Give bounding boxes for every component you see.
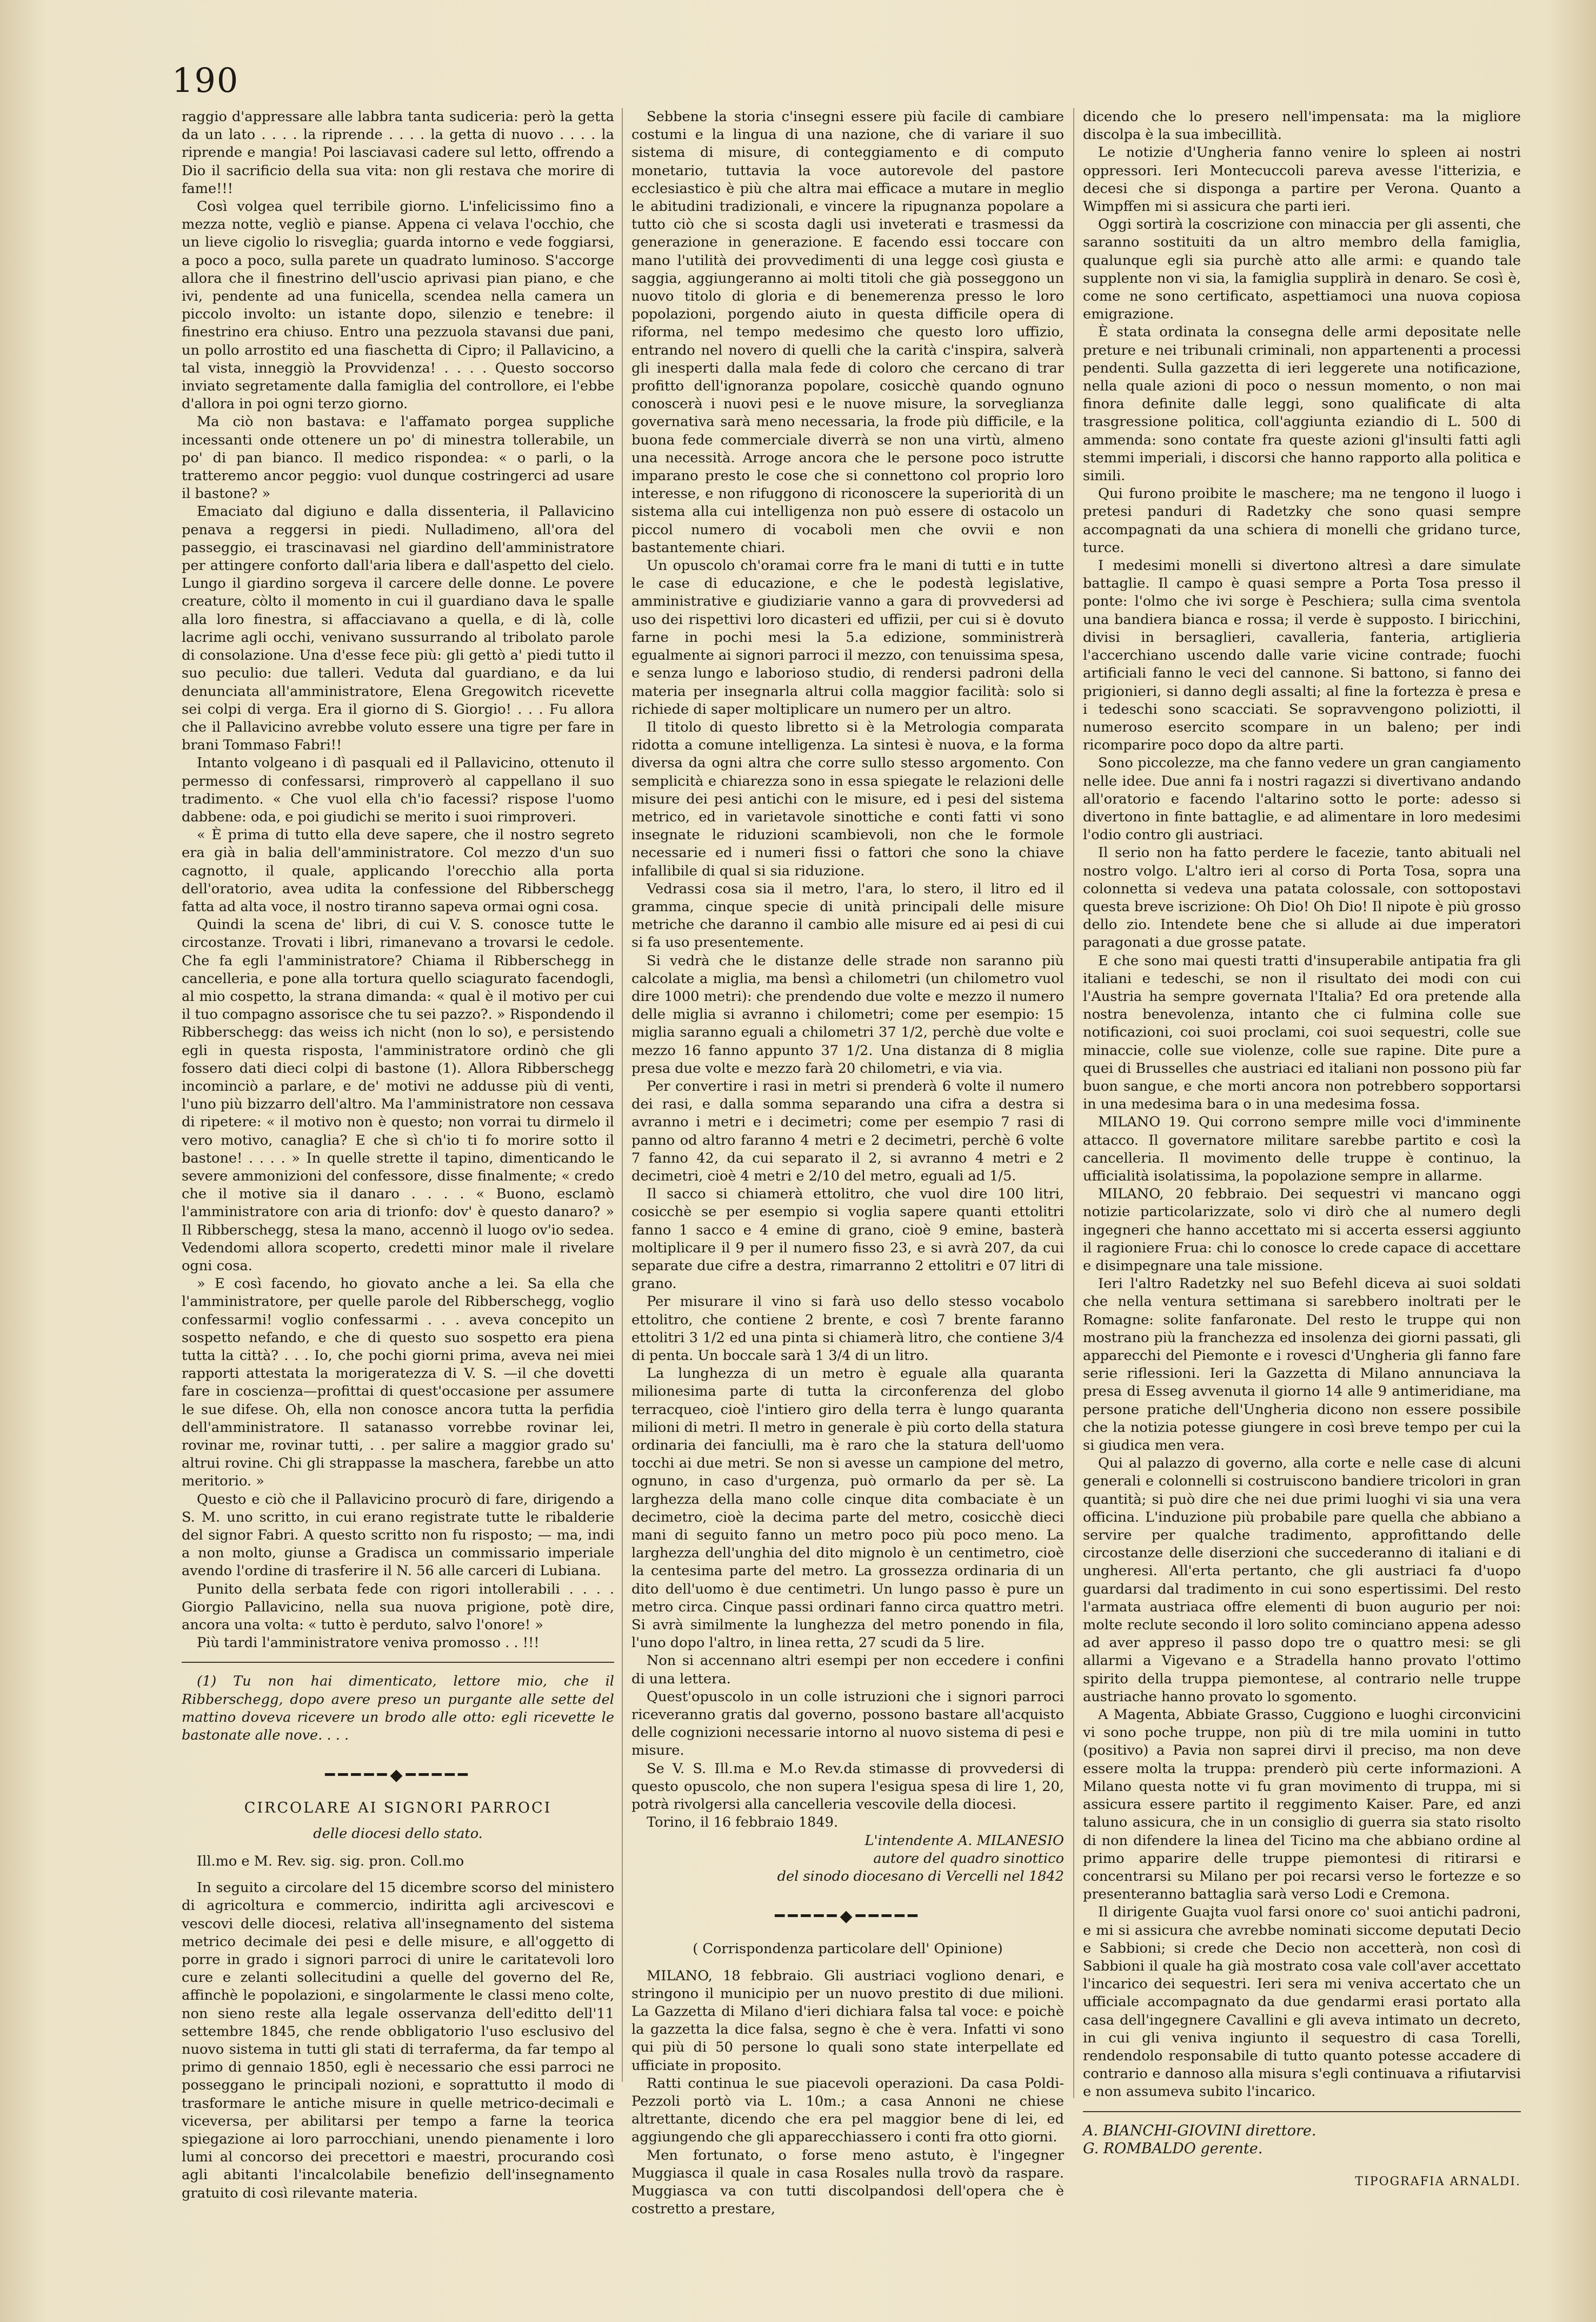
director-signature: A. BIANCHI-GIOVINI direttore. (1083, 2122, 1316, 2139)
circolare-subtitle: delle diocesi dello stato. (313, 1825, 483, 1842)
column-1 (182, 108, 614, 2202)
col1-paragraph: « È prima di tutto ella deve sapere, che il nostro segreto era già in balia dell'amministratore. Col mezzo d'un suo cagnotto, il quale, applicando l'orecchio alla porta dell'oratorio, avea udita la confessione del Ribberschegg fatta ad alta voce, il nostro tiranno sapeva ormai ogni cosa. (182, 827, 614, 915)
circolare-salutation: Ill.mo e M. Rev. sig. sig. pron. Coll.mo (197, 1853, 464, 1869)
col2-paragraph: Si vedrà che le distanze delle strade non saranno più calcolate a miglia, ma bensì a chilometri (un chilometro vuol dire 1000 metri): che prendendo due volte e mezzo il numero delle miglia si avranno i chilometri; come per esempio: 15 miglia saranno eguali a chilometri 37 1/2, perchè due volte e mezzo 16 fanno appunto 37 1/2. Una distanza di 8 miglia presa due volte e mezzo farà 20 chilometri, e via via. (631, 952, 1064, 1077)
col3-paragraph: A Magenta, Abbiate Grasso, Cuggiono e luoghi circonvicini vi sono poche truppe, non più di tre mila uomini in tutto (positivo) a Pavia non saprei dirvi il preciso, ma non deve essere molta la truppa: prenderò più certe informazioni. A Milano questa notte vi fu gran movimento di truppa, mi si assicura essere partito il reggimento Kaiser. Pare, ed anzi taluno assicura, che in un consiglio di guerra sia stato risolto di non difendere la linea del Ticino ma che abbiano ordine al primo apparire delle truppe piemontesi di ritirarsi e concentrarsi su Milano per poi recarsi verso le fortezze e so presenteranno battaglia sarà verso Lodi e Cremona. (1083, 1707, 1521, 1903)
milano-paragraph: MILANO, 18 febbraio. Gli austriaci vogliono denari, e stringono il municipio per un nuovo prestito di due milioni. La Gazzetta di Milano d'ieri dichiara falsa tal voce: e poichè la gazzetta la dice falsa, segno è che è vera. Infatti vi sono qui più di 50 persone lo quali sono state interpellate ed ufficiate in proposito. (631, 1967, 1064, 2074)
col2-paragraph: Se V. S. Ill.ma e M.o Rev.da stimasse di provvedersi di questo opuscolo, che non supera l'esigua spesa di lire 1, 20, potrà rivolgersi alla cancelleria vescovile della diocesi. (631, 1760, 1064, 1813)
footnote-rule (182, 1662, 614, 1663)
circolare-body: In seguito a circolare del 15 dicembre scorso del ministero di agricoltura e commercio, indiritta agli arcivescovi e vescovi delle diocesi, relativa all'insegnamento del sistema metrico decimale dei pesi e delle misure, e all'oggetto di porre in grado i signori parroci di unire le caritatevoli loro cure e zelanti sollecitudini a quelle del governo del Re, affinchè le popolazioni, e singolarmente le classi meno colte, non sieno reste alla legale osservanza dell'editto dell'11 settembre 1845, che rende obbligatorio l'uso esclusivo del nuovo sistema in tutti gli stati di terraferma, da far tempo al primo di gennaio 1850, egli è necessario che essi parroci ne posseggano le principali nozioni, e soprattutto il modo di trasformare le antiche misure in quelle metrico-decimali e viceversa, per abilitarsi per tempo a farne la teorica spiegazione ai loro parrocchiani, unendo pienamente i loro lumi al concorso dei precettori e maestri, procurando così agli abitanti l'incalcolabile benefizio dell'insegnamento gratuito di così rilevante materia. (182, 1880, 614, 2201)
col2-paragraph: Il titolo di questo libretto si è la Metrologia comparata ridotta a comune intelligenza. La sintesi è nuova, e la forma diversa da ogni altra che corre sullo stesso argomento. Con semplicità e chiarezza sono in essa spiegate le relazioni delle misure dei pesi antichi con le misure, ed i pesi del sistema metrico, ed in varietavole sinottiche e conti fatti vi sono insegnate le riduzioni scambievoli, non che le formole necessarie ed i numeri fissi o fattori che sono la chiave infallibile di qual si sia riduzione. (631, 719, 1064, 879)
col3-paragraph: Il serio non ha fatto perdere le facezie, tanto abituali nel nostro volgo. L'altro ieri al corso di Porta Tosa, sopra una colonnetta si vedeva una patata colossale, con sottopostavi questa breve iscrizione: Oh Dio! Oh Dio! Il nipote è più grosso dello zio. Intendete bene che si allude ai due imperatori paragonati a due grosse patate. (1083, 845, 1521, 951)
col2-paragraph: Sebbene la storia c'insegni essere più facile di cambiare costumi e la lingua di una nazione, che di variare il suo sistema di misure, di conteggiamento e di computo monetario, tuttavia la voce autorevole del pastore ecclesiastico è più che altra mai efficace a mutare in meglio le abitudini tradizionali, e vincere la ripugnanza popolare a tutto ciò che si scosta dagli usi inveterati e trasmessi da generazione in generazione. E facendo essi toccare con mano l'utilità dei provvedimenti di una legge così giusta e saggia, aggiungeranno ai molti titoli che già posseggono un nuovo titolo di gloria e di benemerenza presso le loro popolazioni, porgendo aiuto in questa difficile opera di riforma, nel tempo medesimo che questo loro uffizio, entrando nel novero di quelli che la carità c'inspira, salverà gli inesperti dalla mala fede di coloro che cercano di trar profitto dell'ignoranza popolare, cosicchè quando ognuno conoscerà i nuovi pesi e le nuove misure, la sorveglianza governativa sarà meno necessaria, la frode più difficile, e la buona fede commerciale diverrà se non una virtù, almeno una necessità. Arroge ancora che le persone poco istrutte imparano presto le cose che si connettono col proprio loro interesse, e non rifuggono di riconoscere la superiorità di un sistema alla cui intelligenza non può essere di ostacolo un piccol numero di vocaboli men che ovvii e non bastantemente chiari. (631, 109, 1064, 556)
milano-paragraph: Men fortunato, o forse meno astuto, è l'ingegner Muggiasca il quale in casa Rosales nulla trovò da raspare. Muggiasca va con tutti discolpandosi dell'opera che è costretto a prestare, (631, 2147, 1064, 2218)
col1-paragraph: Punito della serbata fede con rigori intollerabili . . . . Giorgio Pallavicino, nella sua nuova prigione, potè dire, ancora una volta: « tutto è perduto, salvo l'onore! » (182, 1581, 614, 1634)
col3-paragraph: E che sono mai questi tratti d'insuperabile antipatia fra gli italiani e tedeschi, se non il risultato dei modi con cui l'Austria ha sempre governata l'Italia? Ed ora pretende alla nostra benevolenza, intanto che ci fulmina colle sue notificazioni, coi suoi proclami, coi suoi sequestri, colle sue minaccie, colle sue violenze, colle sue rapine. Dite pure a quei di Brusselles che austriaci ed italiani non possono più far buon sangue, e che morti ancora non potrebbero sopportarsi in una medesima bara o in una medesima fossa. (1083, 952, 1521, 1113)
col1-paragraph: raggio d'appressare alle labbra tanta sudiceria: però la getta da un lato . . . . la riprende . . . . la getta di nuovo . . . . la riprende e mangia! Poi lasciavasi cadere sul letto, offrendo a Dio il sacrificio della sua vita: non gli restava che morire di fame!!! (182, 109, 614, 197)
footnote: (1) Tu non hai dimenticato, lettore mio, che il Ribberschegg, dopo avere preso un purgante alle sette del mattino doveva ricevere un brodo alle otto: egli ricevette le bastonate alle nove. . . . (182, 1673, 614, 1744)
col3-paragraph: Le notizie d'Ungheria fanno venire lo spleen ai nostri oppressori. Ieri Montecuccoli pareva avesse l'itterizia, e decesi che si disponga a partire per Verona. Quanto a Wimpffen mi si assicura che parti ieri. (1083, 144, 1521, 215)
col2-paragraph: Per convertire i rasi in metri si prenderà 6 volte il numero dei rasi, e dalla somma separando una cifra a destra si avranno i metri e i decimetri; come per esempio 7 rasi di panno od altro faranno 4 metri e 2 decimetri, perchè 6 volte 7 fanno 42, da cui separato il 2, si avranno 4 metri e 2 decimetri, cioè 4 metri e 2/10 del metro, eguali ad 1/5. (631, 1078, 1064, 1184)
column-3 (1083, 108, 1521, 2191)
col2-paragraph: Vedrassi cosa sia il metro, l'ara, lo stero, il litro ed il gramma, cinque specie di unità principali delle misure metriche che daranno il cambio alle misure ed ai pesi di cui si fa uso presentemente. (631, 880, 1064, 951)
milano-paragraph: Ratti continua le sue piacevoli operazioni. Da casa Poldi-Pezzoli portò via L. 10m.; a casa Annoni ne chiese altrettante, dicendo che era pel maggior bene di lei, ed aggiungendo che gli apparecchiassero i conti fra otto giorni. (631, 2075, 1064, 2146)
printer-credit: TIPOGRAFIA ARNALDI. (1355, 2174, 1521, 2188)
column-rule-2 (1073, 108, 1074, 2098)
col2-paragraph: Non si accennano altri esempi per non eccedere i confini di una lettera. (631, 1653, 1064, 1687)
col3-paragraph: MILANO, 20 febbraio. Dei sequestri vi mancano oggi notizie particolarizzate, solo vi dirò che al numero degli ingegneri che hanno accettato mi si accerta essersi aggiunto il ragioniere Frua: chi lo conosce lo crede capace di accettare e disimpegnare una tale missione. (1083, 1186, 1521, 1274)
col3-paragraph: MILANO 19. Qui corrono sempre mille voci d'imminente attacco. Il governatore militare sarebbe partito e così la cancelleria. Il movimento delle truppe è continuo, la ufficialità isolatissima, la popolazione sempre in allarme. (1083, 1114, 1521, 1184)
correspondence-heading: ( Corrispondenza particolare dell' Opinione) (693, 1941, 1003, 1958)
col1-paragraph: » E così facendo, ho giovato anche a lei. Sa ella che l'amministratore, per quelle parole del Ribberschegg, voglio confessarmi! voglio confessarmi . . . aveva concepito un sospetto nefando, e che di questo suo sospetto era piena tutta la città? . . . Io, che pochi giorni prima, aveva nei miei rapporti attestata la morigeratezza di V. S. —il che dovetti fare in coscienza—profittai di quest'occasione per assumere le sue difese. Oh, ella non conosce ancora tutta la perfidia dell'amministratore. Il satanasso vorrebbe rovinar lei, rovinar me, rovinar tutti, . . per salire a maggior grado su' altrui rovine. Chi gli strappasse la maschera, farebbe un atto meritorio. » (182, 1276, 614, 1490)
col1-paragraph: Intanto volgeano i dì pasquali ed il Pallavicino, ottenuto il permesso di confessarsi, rimproverò al cappellano il suo tradimento. « Che vuol ella ch'io facessi? rispose l'uomo dabbene: oda, e poi giudichi se merito i suoi rimproveri. (182, 755, 614, 825)
col3-paragraph: I medesimi monelli si divertono altresì a dare simulate battaglie. Il campo è quasi sempre a Porta Tosa presso il ponte: l'olmo che ivi sorge è Peschiera; sulla cima sventola una bandiera bianca e rossa; il verde è supposto. I biricchini, divisi in bersaglieri, cavalleria, fanteria, artiglieria l'accerchiano uscendo dalle varie vicine contrade; fuochi artificiali fanno le veci del cannone. Si battono, si fanno dei prigionieri, si danno degli assalti; al fine la fortezza è presa e i tedeschi sono scacciati. Se sopravvengono poliziotti, il numeroso esercito scompare in un baleno; per indi ricomparire poco dopo da altre parti. (1083, 558, 1521, 754)
col3-paragraph: È stata ordinata la consegna delle armi depositate nelle preture e nei tribunali criminali, non appartenenti a processi pendenti. Sulla gazzetta di ieri leggerete una notificazione, nella quale azioni di poco o nessun momento, o non mai finora definite dalle leggi, sono qualificate di alta trasgressione politica, coll'aggiunta eziandio di L. 500 di ammenda: sono contate fra queste azioni gl'insulti fatti agli stemmi imperiali, i discorsi che hanno rapporto alla politica e simili. (1083, 324, 1521, 485)
col2-paragraph: Quest'opuscolo in un colle istruzioni che i signori parroci riceveranno gratis dal governo, possono bastare all'acquisto delle cognizioni necessarie intorno al nuovo sistema di pesi e misure. (631, 1688, 1064, 1759)
col2-paragraph: Il sacco si chiamerà ettolitro, che vuol dire 100 litri, cosicchè se per esempio si voglia sapere quanti ettolitri fanno 1 sacco e 4 emine di grano, cioè 9 emine, basterà moltiplicare il 9 per il numero fisso 23, e si avrà 207, da cui separate due cifre a destra, rimarranno 2 ettolitri e 07 litri di grano. (631, 1186, 1064, 1292)
col3-paragraph: Qui al palazzo di governo, alla corte e nelle case di alcuni generali e colonnelli si costruiscono bandiere tricolori in gran quantità; si può dire che nei due primi luoghi vi sia una vera officina. L'induzione più probabile pare quella che abbiano a servire per qualche tradimento, approfittando delle circostanze delle diserzioni che succederanno di italiani e di ungheresi. All'erta pertanto, che gli austriaci fa d'uopo guardarsi dal tradimento in cui sono espertissimi. Del resto l'armata austriaca offre elementi di buon augurio per noi: molte reclute secondo il loro solito cominciano appena adesso ad aver appreso il passo dopo tre o quattro mesi: se gli allarmi a Vigevano e a Stradella hanno provato l'ottimo spirito della truppa piemontese, al contrario nelle truppe austriache hanno provato lo sgomento. (1083, 1455, 1521, 1705)
col3-paragraph: Sono piccolezze, ma che fanno vedere un gran cangiamento nelle idee. Due anni fa i nostri ragazzi si divertivano andando all'oratorio e facendo l'altarino sotto le porte: adesso si divertono in finte battaglie, e ad alimentare in loro medesimi l'odio contro gli austriaci. (1083, 755, 1521, 844)
col3-paragraph: Oggi sortirà la coscrizione con minaccia per gli assenti, che saranno sostituiti da un altro membro della famiglia, qualunque egli sia purchè atto alle armi: e quando tale supplente non vi sia, la famiglia supplirà in denaro. Se così è, come ne sono certificato, aspettiamoci una nuova copiosa emigrazione. (1083, 216, 1521, 323)
section-ornament: ━━━━━◆━━━━━ (325, 1766, 471, 1785)
signature-rule (1083, 2111, 1521, 2112)
signer-note: autore del quadro sinottico (873, 1850, 1064, 1867)
col3-paragraph: dicendo che lo presero nell'impensata: ma la migliore discolpa è la sua imbecillità. (1083, 109, 1521, 143)
signer: L'intendente A. MILANESIO (864, 1832, 1064, 1849)
circolare-title: CIRCOLARE AI SIGNORI PARROCI (244, 1800, 552, 1817)
gerente-signature: G. ROMBALDO gerente. (1083, 2140, 1263, 2157)
signer-note: del sinodo diocesano di Vercelli nel 1842 (777, 1868, 1064, 1885)
column-rule-1 (622, 108, 623, 2082)
section-ornament: ━━━━━◆━━━━━ (775, 1907, 921, 1926)
dateline: Torino, il 16 febbraio 1849. (647, 1814, 839, 1831)
col2-paragraph: Un opuscolo ch'oramai corre fra le mani di tutti e in tutte le case di educazione, e che le podestà legislative, amministrative e giudiziarie vanno a gara di provvedersi ad uso dei rispettivi loro dicasteri ed uffizii, per cui si è dovuto farne in pochi mesi la 5.a edizione, somministrerà egualmente ai signori parroci il mezzo, con tenuissima spesa, e senza lungo e laborioso studio, di rendersi padroni della materia per insegnarla altrui colla maggior facilità: solo si richiede di saper moltiplicare un numero per un altro. (631, 558, 1064, 718)
col1-paragraph: Quindi la scena de' libri, di cui V. S. conosce tutte le circostanze. Trovati i libri, rimanevano a trovarsi le cedole. Che fa egli l'amministratore? Chiama il Ribberschegg in cancelleria, e pone alla tortura quello sciagurato facendogli, al mio cospetto, la strana dimanda: « qual è il motivo per cui il tuo compagno assorisce che tu sei pazzo?. » Rispondendo il Ribberschegg: das weiss ich nicht (non lo so), e persistendo egli in questa risposta, l'amministratore ordinò che gli fossero dati dieci colpi di bastone (1). Allora Ribberschegg incominciò a parlare, e de' motivi ne addusse più di venti, l'uno più bizzarro dell'altro. Ma l'amministratore non cessava di ripetere: « il motivo non è questo; non vorrai tu dirmelo il vero motivo, canaglia? E che sì ch'io ti fo morire sotto il bastone! . . . . » In quelle strette il tapino, dimenticando le severe ammonizioni del confessore, disse finalmente; « credo che il motive sia il danaro . . . . « Buono, esclamò l'amministratore con aria di trionfo: dov' è questo danaro? » Il Ribberschegg, stesa la mano, accennò il luogo ov'io sedea. Vedendomi allora scoperto, credetti minor male il rivelare ogni cosa. (182, 917, 614, 1274)
col1-paragraph: Emaciato dal digiuno e dalla dissenteria, il Pallavicino penava a reggersi in piedi. Nulladimeno, all'ora del passeggio, ei trascinavasi nel giardino dell'amministratore per attingere conforto dall'aria libera e dall'aspetto del cielo. Lungo il giardino sorgeva il carcere delle donne. Le povere creature, còlto il momento in cui il guardiano dava le spalle alla loro finestra, si affacciavano a quella, e di là, colle lacrime agli occhi, venivano sussurrando al tribolato parole di consolazione. Una d'esse fece più: gli gettò a' piedi tutto il suo peculio: due talleri. Veduta dal guardiano, e da lui denunciata all'amministratore, Elena Gregowitch ricevette sei colpi di verga. Era il giorno di S. Giorgio! . . . Fu allora che il Pallavicino avrebbe voluto essere una tigre per fare in brani Tommaso Fabri!! (182, 503, 614, 754)
col1-paragraph: Così volgea quel terribile giorno. L'infelicissimo fino a mezza notte, vegliò e pianse. Appena ci velava l'occhio, che un lieve cigolio lo risveglia; guarda intorno e vede foggiarsi, a poco a poco, sulla parete un quadrato luminoso. S'accorge allora che il finestrino dell'uscio aprivasi pian piano, e che ivi, pendente ad una funicella, scendea nella camera un piccolo involto: un istante dopo, silenzio e tenebre: il finestrino era chiuso. Entro una pezzuola stavansi due pani, un pollo arrostito ed una fiaschetta di Cipro; il Pallavicino, a tal vista, inneggiò la Provvidenza! . . . . Questo soccorso inviato segretamente dalla famiglia del controllore, ei l'ebbe d'allora in poi ogni terzo giorno. (182, 198, 614, 413)
col1-paragraph: Più tardi l'amministratore veniva promosso . . !!! (197, 1635, 540, 1651)
col2-paragraph: La lunghezza di un metro è eguale alla quaranta milionesima parte di tutta la circonferenza del globo terracqueo, cioè l'intiero giro della terra è lungo quaranta milioni di metri. Il metro in generale è più corto della statura ordinaria dei fanciulli, ma è raro che la statura dell'uomo tocchi ai due metri. Se non si avesse un campione del metro, ognuno, in caso d'urgenza, può ormarlo da per sè. La larghezza della mano colle cinque dita combaciate è un decimetro, cioè la decima parte del metro, cosicchè dieci mani di seguito fanno un metro poco più poco meno. La larghezza dell'unghia del dito mignolo è un centimetro, cioè la centesima parte del metro. La grossezza ordinaria di un dito dell'uomo è due centimetri. Un lungo passo è pure un metro circa. Cinque passi ordinari fanno circa quattro metri. Si avrà similmente la lunghezza del metro ponendo in fila, l'uno dopo l'altro, in linea retta, 27 scudi da 5 lire. (631, 1365, 1064, 1651)
col2-paragraph: Per misurare il vino si farà uso dello stesso vocabolo ettolitro, che contiene 2 brente, e così 7 brente faranno ettolitri 3 1/2 ed una pinta si chiamerà litro, che contiene 3/4 di penta. Un boccale sarà 1 3/4 di un litro. (631, 1293, 1064, 1364)
column-2 (631, 108, 1064, 2218)
col1-paragraph: Ma ciò non bastava: e l'affamato porgea suppliche incessanti onde ottenere un po' di minestra tollerabile, un po' di pan bianco. Il medico rispondea: « o parli, o la tratteremo ancor peggio: vuol dunque costringerci ad usare il bastone? » (182, 414, 614, 502)
col1-paragraph: Questo e ciò che il Pallavicino procurò di fare, dirigendo a S. M. uno scritto, in cui erano registrate tutte le ribalderie del signor Fabri. A questo scritto non fu risposto; — ma, indi a non molto, giunse a Gradisca un commissario imperiale avendo l'ordine di trasferire il N. 56 alle carceri di Lubiana. (182, 1491, 614, 1580)
col3-paragraph: Il dirigente Guajta vuol farsi onore co' suoi antichi padroni, e mi si assicura che avrebbe nominati siccome deputati Decio e Sabbioni; si crede che Decio non accetterà, non così di Sabbioni il quale ha già mostrato cosa vale coll'aver accettato l'incarico dei sequestri. Ieri sera mi veniva accertato che un ufficiale accompagnato da due gendarmi erasi portato alla casa dell'ingegnere Cavallini e gli aveva intimato un decreto, in cui gli veniva ingiunto il sequestro di casa Torelli, rendendolo responsabile di tutto quanto potesse accadere di contrario e dannoso alla misura s'egli continuava a rifiutarvisi e non assumeva subito l'incarico. (1083, 1904, 1521, 2100)
col3-paragraph: Ieri l'altro Radetzky nel suo Befehl diceva ai suoi soldati che nella ventura settimana si sarebbero inoltrati per le Romagne: solite fanfaronate. Del resto le truppe qui non mostrano più la franchezza ed insolenza dei giorni passati, gli apparecchi del Piemonte e i rovesci d'Ungheria gli fanno fare serie riflessioni. Ieri la Gazzetta di Milano annunciava la presa di Esseg avvenuta il giorno 14 alle 9 antimeridiane, ma persone pratiche dell'Ungheria dicono non essere possibile che la notizia potesse giungere in così breve tempo per cui la si giudica men vera. (1083, 1276, 1521, 1454)
col3-paragraph: Qui furono proibite le maschere; ma ne tengono il luogo i pretesi panduri di Radetzky che sono quasi sempre accompagnati da una schiera di monelli che gridano turce, turce. (1083, 486, 1521, 556)
page-number: 190 (172, 61, 240, 100)
